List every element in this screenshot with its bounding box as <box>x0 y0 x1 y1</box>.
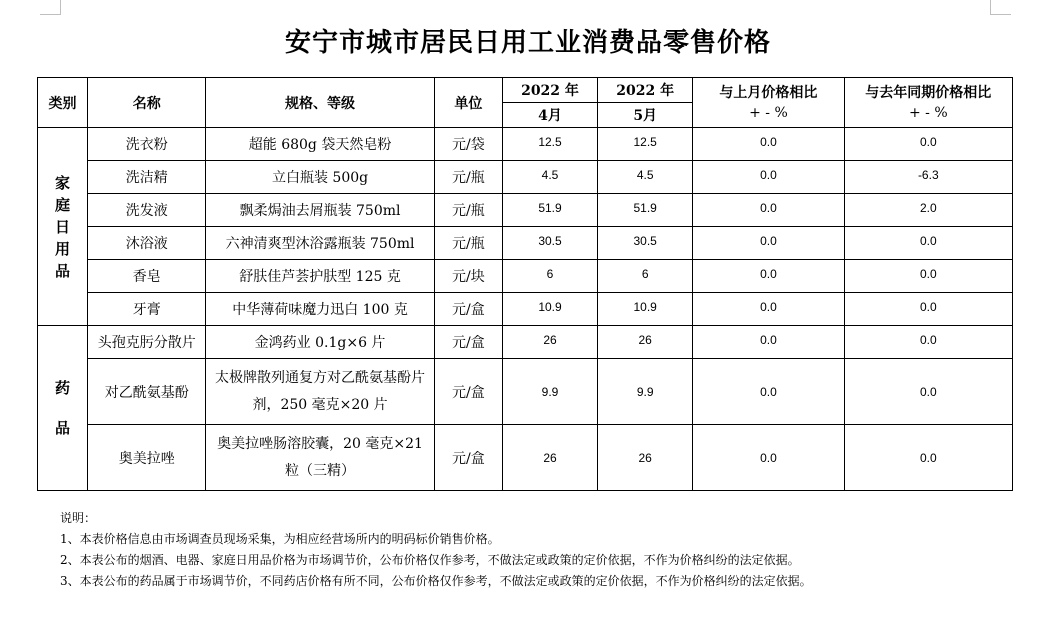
change-yoy: 0.0 <box>844 425 1012 491</box>
item-spec: 舒肤佳芦荟护肤型 125 克 <box>206 260 434 293</box>
change-yoy: 0.0 <box>844 260 1012 293</box>
notes-section <box>60 508 812 592</box>
header-category: 类别 <box>38 78 88 128</box>
item-unit: 元/瓶 <box>434 194 502 227</box>
price-may: 10.9 <box>598 293 693 326</box>
category-label: 药品 <box>55 379 71 437</box>
header-unit: 单位 <box>434 78 502 128</box>
table-row <box>38 326 1013 359</box>
item-unit: 元/盒 <box>434 326 502 359</box>
item-spec: 奥美拉唑肠溶胶囊，20 毫克×21 粒（三精） <box>206 425 434 491</box>
header-month-may: 5月 <box>598 103 693 128</box>
price-may: 6 <box>598 260 693 293</box>
price-apr: 4.5 <box>502 161 597 194</box>
table-row <box>38 227 1013 260</box>
item-unit: 元/袋 <box>434 128 502 161</box>
price-apr: 26 <box>502 326 597 359</box>
note-item: 3、本表公布的药品属于市场调节价，不同药店价格有所不同，公布价格仅作参考，不做法定或政策的定价依据，不作为价格纠纷的法定依据。 <box>60 574 812 588</box>
item-name: 洗发液 <box>88 194 206 227</box>
page-corner-mark-left <box>40 0 61 15</box>
item-spec: 中华薄荷味魔力迅白 100 克 <box>206 293 434 326</box>
price-apr: 30.5 <box>502 227 597 260</box>
note-item: 1、本表价格信息由市场调查员现场采集，为相应经营场所内的明码标价销售价格。 <box>60 532 500 546</box>
table-row <box>38 260 1013 293</box>
item-name: 沐浴液 <box>88 227 206 260</box>
item-spec: 六神清爽型沐浴露瓶装 750ml <box>206 227 434 260</box>
table-row <box>38 128 1013 161</box>
item-name: 牙膏 <box>88 293 206 326</box>
item-unit: 元/块 <box>434 260 502 293</box>
change-yoy: 0.0 <box>844 326 1012 359</box>
table-row <box>38 425 1013 491</box>
item-name: 头孢克肟分散片 <box>88 326 206 359</box>
item-name: 香皂 <box>88 260 206 293</box>
item-unit: 元/盒 <box>434 359 502 425</box>
notes-heading: 说明： <box>60 511 97 525</box>
change-yoy: 0.0 <box>844 293 1012 326</box>
price-may: 30.5 <box>598 227 693 260</box>
item-unit: 元/瓶 <box>434 227 502 260</box>
change-mom: 0.0 <box>693 359 844 425</box>
change-mom: 0.0 <box>693 194 844 227</box>
price-may: 12.5 <box>598 128 693 161</box>
item-name: 洗洁精 <box>88 161 206 194</box>
table-row <box>38 293 1013 326</box>
page-corner-mark-right <box>990 0 1011 15</box>
category-cell-household <box>38 128 88 326</box>
price-table <box>37 77 1013 491</box>
item-unit: 元/瓶 <box>434 161 502 194</box>
price-may: 26 <box>598 425 693 491</box>
change-mom: 0.0 <box>693 260 844 293</box>
item-unit: 元/盒 <box>434 425 502 491</box>
change-yoy: 0.0 <box>844 128 1012 161</box>
header-name: 名称 <box>88 78 206 128</box>
page-title: 安宁市城市居民日用工业消费品零售价格 <box>284 28 771 58</box>
price-apr: 6 <box>502 260 597 293</box>
header-year-may: 2022 年 <box>598 78 693 103</box>
change-mom: 0.0 <box>693 293 844 326</box>
item-name: 奥美拉唑 <box>88 425 206 491</box>
header-mom-label: 与上月价格相比 <box>719 84 818 101</box>
item-spec: 金鸿药业 0.1g×6 片 <box>206 326 434 359</box>
table-row <box>38 161 1013 194</box>
price-apr: 12.5 <box>502 128 597 161</box>
price-may: 9.9 <box>598 359 693 425</box>
price-apr: 9.9 <box>502 359 597 425</box>
table-row <box>38 194 1013 227</box>
header-month-apr: 4月 <box>502 103 597 128</box>
header-mom <box>693 78 844 128</box>
item-spec: 立白瓶装 500g <box>206 161 434 194</box>
header-yoy <box>844 78 1012 128</box>
price-apr: 51.9 <box>502 194 597 227</box>
change-yoy: 0.0 <box>844 227 1012 260</box>
header-mom-unit: + - % <box>749 104 788 121</box>
category-cell-medicine <box>38 326 88 491</box>
price-may: 26 <box>598 326 693 359</box>
header-spec: 规格、等级 <box>206 78 434 128</box>
item-unit: 元/盒 <box>434 293 502 326</box>
price-may: 51.9 <box>598 194 693 227</box>
change-mom: 0.0 <box>693 425 844 491</box>
header-yoy-unit: + - % <box>908 104 948 121</box>
item-name: 洗衣粉 <box>88 128 206 161</box>
change-mom: 0.0 <box>693 128 844 161</box>
change-mom: 0.0 <box>693 227 844 260</box>
item-spec: 飘柔焗油去屑瓶装 750ml <box>206 194 434 227</box>
category-label: 家庭日用品 <box>55 173 71 280</box>
header-row <box>38 78 1013 103</box>
header-yoy-label: 与去年同期价格相比 <box>865 84 992 101</box>
price-may: 4.5 <box>598 161 693 194</box>
change-yoy: 2.0 <box>844 194 1012 227</box>
table-row <box>38 359 1013 425</box>
header-year-apr: 2022 年 <box>502 78 597 103</box>
change-mom: 0.0 <box>693 161 844 194</box>
change-yoy: 0.0 <box>844 359 1012 425</box>
item-name: 对乙酰氨基酚 <box>88 359 206 425</box>
item-spec: 超能 680g 袋天然皂粉 <box>206 128 434 161</box>
price-apr: 10.9 <box>502 293 597 326</box>
item-spec: 太极牌散列通复方对乙酰氨基酚片剂，250 毫克×20 片 <box>206 359 434 425</box>
change-mom: 0.0 <box>693 326 844 359</box>
note-item: 2、本表公布的烟酒、电器、家庭日用品价格为市场调节价，公布价格仅作参考，不做法定或政策的定价依据，不作为价格纠纷的法定依据。 <box>60 553 800 567</box>
price-apr: 26 <box>502 425 597 491</box>
change-yoy: -6.3 <box>844 161 1012 194</box>
